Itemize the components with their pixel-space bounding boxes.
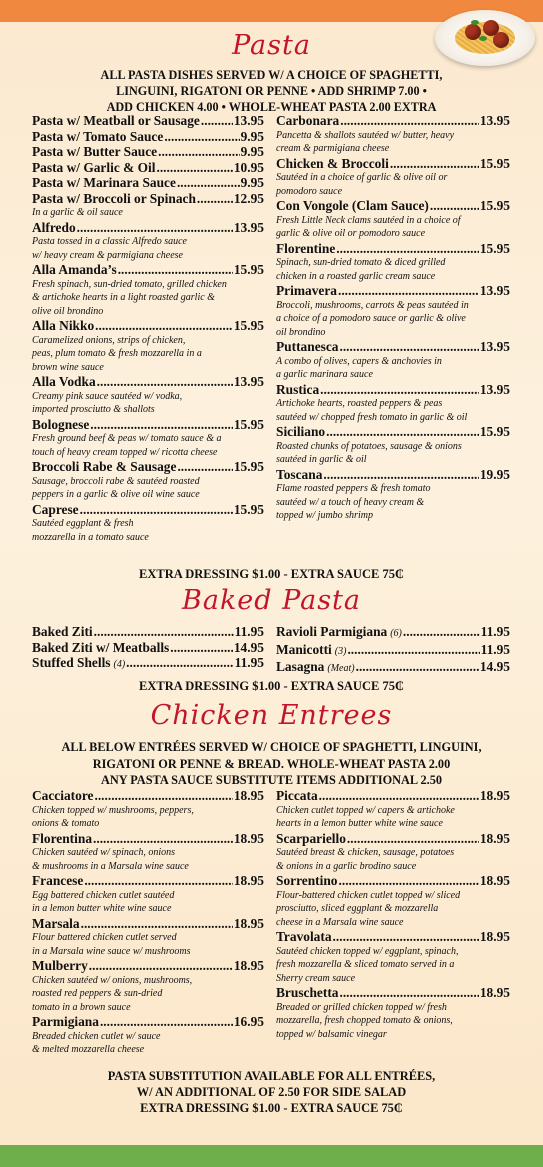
- menu-item-parmigiana: [32, 1014, 264, 1057]
- dot-leader: [347, 831, 479, 847]
- dot-leader: [326, 424, 479, 440]
- dot-leader: [100, 1014, 233, 1030]
- menu-item-row: [276, 985, 510, 1001]
- menu-item-name: Siciliano: [276, 424, 326, 439]
- menu-item-description: Chicken cutlet topped w/ capers & artichoke hearts in a lemon butter white wine sauce: [276, 804, 455, 829]
- menu-item-name: Carbonara: [276, 113, 340, 128]
- menu-item-price: 14.95: [233, 639, 264, 655]
- dot-leader: [333, 929, 479, 945]
- menu-item-description: Artichoke hearts, roasted peppers & peas sautéed w/ chopped fresh tomato in garlic & oil: [276, 398, 468, 423]
- menu-item-siciliano: [276, 424, 510, 467]
- menu-item-price: 16.95: [233, 1014, 264, 1029]
- menu-item-name: Florentina: [32, 830, 93, 846]
- menu-item-name: Caprese: [32, 501, 79, 517]
- menu-item-alla-nikko: [32, 318, 264, 374]
- menu-item-row: [276, 929, 510, 945]
- dot-leader: [90, 417, 233, 433]
- menu-item-scarpariello: [276, 831, 510, 874]
- menu-item-name: Pasta w/ Broccoli or Spinach: [32, 190, 196, 206]
- menu-item-row: [276, 156, 510, 172]
- menu-item-sorrentino: [276, 873, 510, 929]
- menu-item-pasta-w-marinara-sauce: [32, 175, 264, 191]
- menu-item-name: Manicotti: [276, 641, 332, 657]
- menu-item-name: Piccata: [276, 788, 318, 803]
- menu-item-bolognese: [32, 417, 264, 460]
- menu-item-price: 13.95: [479, 339, 510, 354]
- menu-item-name: Bruschetta: [276, 985, 339, 1000]
- menu-item-description: Chicken sautéed w/ spinach, onions & mushrooms in a Marsala wine sauce: [32, 847, 189, 872]
- menu-item-price: 13.95: [479, 381, 510, 397]
- menu-item-description: Sausage, broccoli rabe & sautéed roasted peppers in a garlic & olive oil wine sauce: [32, 475, 200, 500]
- menu-item-description: Flour-battered chicken cutlet topped w/ sliced prosciutto, sliced eggplant & mozzarella cheese in a Marsala wine sauce: [276, 889, 461, 928]
- menu-item-name: Con Vongole (Clam Sauce): [276, 198, 429, 213]
- menu-item-manicotti: [276, 642, 510, 660]
- menu-item-description: Sautéed in a choice of garlic & olive oil or pomodoro sauce: [276, 172, 448, 197]
- menu-item-row: [32, 1014, 264, 1030]
- chicken-footer-note: PASTA SUBSTITUTION AVAILABLE FOR ALL ENTRÉES, W/ AN ADDITIONAL OF 2.50 FOR SIDE SALAD EXTRA DRESSING $1.00 - EXTRA SAUCE 75₵: [107, 1069, 436, 1115]
- menu-item-name: Broccoli Rabe & Sausage: [32, 459, 177, 474]
- dot-leader: [338, 283, 479, 299]
- menu-item-price: 14.95: [479, 659, 510, 674]
- dot-leader: [118, 262, 233, 278]
- menu-item-pasta-w-broccoli-or-spinach: [32, 191, 264, 220]
- dot-leader: [158, 144, 239, 160]
- dot-leader: [81, 916, 233, 932]
- menu-item-row: [32, 160, 264, 176]
- menu-item-row: [32, 459, 264, 475]
- menu-item-name: Parmigiana: [32, 1014, 99, 1029]
- menu-item-price: 13.95: [233, 374, 264, 389]
- menu-item-row: [32, 788, 264, 804]
- menu-item-florentina: [32, 831, 264, 874]
- menu-item-con-vongole-clam-sauce: [276, 198, 510, 241]
- pasta-intro-note: ALL PASTA DISHES SERVED W/ A CHOICE OF SPAGHETTI, LINGUINI, RIGATONI OR PENNE • ADD SHRIMP 7.00 • ADD CHICKEN 4.00 • WHOLE-WHEAT PASTA 2.00 EXTRA: [100, 68, 443, 114]
- dot-leader: [430, 198, 479, 214]
- menu-item-row: [276, 382, 510, 398]
- menu-item-quantity: (Meat): [327, 663, 355, 674]
- menu-item-price: 18.95: [233, 873, 264, 888]
- menu-item-price: 12.95: [233, 190, 264, 206]
- menu-item-baked-ziti: [32, 624, 264, 640]
- menu-item-row: [32, 374, 264, 390]
- menu-item-row: [32, 129, 264, 145]
- menu-item-price: 13.95: [479, 283, 510, 298]
- menu-item-description: Flame roasted peppers & fresh tomato sautéed w/ a touch of heavy cream & topped w/ jumbo shrimp: [276, 483, 431, 521]
- menu-item-cacciatore: [32, 788, 264, 831]
- menu-item-price: 11.95: [480, 624, 510, 639]
- menu-item-price: 9.95: [240, 144, 264, 159]
- bottom-color-band: [0, 1145, 543, 1167]
- menu-item-description: In a garlic & oil sauce: [32, 207, 123, 218]
- menu-item-name: Baked Ziti: [32, 624, 93, 639]
- chicken-section-title: Chicken Entrees: [150, 700, 393, 731]
- dot-leader: [336, 241, 479, 257]
- menu-item-mulberry: [32, 958, 264, 1014]
- menu-item-broccoli-rabe-sausage: [32, 459, 264, 502]
- dot-leader: [80, 502, 233, 518]
- menu-item-row: [276, 642, 510, 660]
- menu-item-description: Fresh spinach, sun-dried tomato, grilled chicken & artichoke hearts in a light roasted garlic & olive oil brondino: [32, 278, 227, 317]
- menu-item-price: 9.95: [240, 175, 264, 190]
- menu-item-price: 18.95: [233, 958, 264, 973]
- menu-item-name: Ravioli Parmigiana: [276, 624, 388, 639]
- dot-leader: [339, 985, 478, 1001]
- menu-item-name: Florentine: [276, 240, 336, 256]
- menu-item-name: Puttanesca: [276, 339, 339, 354]
- menu-item-name: Chicken & Broccoli: [276, 155, 389, 171]
- menu-item-description: Sautéed eggplant & fresh mozzarella in a tomato sauce: [32, 518, 149, 543]
- menu-item-francese: [32, 873, 264, 916]
- menu-item-stuffed-shells: [32, 655, 264, 673]
- menu-item-description: Caramelized onions, strips of chicken, peas, plum tomato & fresh mozzarella in a brown wine sauce: [32, 334, 202, 373]
- menu-item-name: Scarpariello: [276, 830, 346, 846]
- menu-item-price: 11.95: [480, 641, 510, 657]
- menu-item-carbonara: [276, 113, 510, 156]
- menu-item-description: Pancetta & shallots sautéed w/ butter, heavy cream & parmigiana cheese: [276, 129, 455, 154]
- menu-item-name: Pasta w/ Butter Sauce: [32, 144, 158, 159]
- menu-item-name: Pasta w/ Tomato Sauce: [32, 128, 164, 144]
- menu-item-pasta-w-meatball-or-sausage: [32, 113, 264, 129]
- menu-item-travolata: [276, 929, 510, 985]
- menu-item-price: 9.95: [240, 128, 264, 144]
- menu-item-caprese: [32, 502, 264, 545]
- dot-leader: [97, 374, 233, 390]
- menu-item-row: [32, 191, 264, 207]
- menu-item-name: Francese: [32, 873, 84, 888]
- menu-item-price: 18.95: [479, 788, 510, 803]
- menu-item-row: [276, 241, 510, 257]
- dot-leader: [340, 113, 479, 129]
- menu-item-baked-ziti-w-meatballs: [32, 640, 264, 656]
- dot-leader: [177, 175, 240, 191]
- dot-leader: [77, 220, 233, 236]
- menu-item-price: 18.95: [479, 830, 510, 846]
- menu-item-row: [32, 916, 264, 932]
- menu-item-price: 15.95: [233, 318, 264, 333]
- menu-item-description: Pasta tossed in a classic Alfredo sauce w/ heavy cream & parmigiana cheese: [32, 236, 187, 261]
- menu-item-row: [32, 262, 264, 278]
- menu-item-name: Alla Amanda’s: [32, 262, 117, 277]
- menu-item-name: Pasta w/ Garlic & Oil: [32, 159, 156, 175]
- menu-item-name: Alla Nikko: [32, 318, 95, 333]
- menu-item-row: [32, 958, 264, 974]
- chicken-left-column: [32, 788, 264, 1057]
- dot-leader: [339, 873, 479, 889]
- menu-item-alla-vodka: [32, 374, 264, 417]
- menu-item-pasta-w-garlic-oil: [32, 160, 264, 176]
- menu-item-ravioli-parmigiana: [276, 624, 510, 642]
- menu-item-description: Chicken topped w/ mushrooms, peppers, onions & tomato: [32, 804, 194, 829]
- menu-item-description: Roasted chunks of potatoes, sausage & onions sautéed in garlic & oil: [276, 440, 462, 465]
- dot-leader: [95, 318, 233, 334]
- menu-item-name: Cacciatore: [32, 788, 94, 803]
- menu-item-price: 15.95: [479, 198, 510, 213]
- pasta-left-column: [32, 113, 264, 544]
- menu-item-row: [276, 831, 510, 847]
- menu-item-lasagna: [276, 659, 510, 677]
- dot-leader: [170, 640, 233, 656]
- menu-item-price: 15.95: [233, 459, 264, 474]
- menu-item-marsala: [32, 916, 264, 959]
- menu-item-description: Sautéed chicken topped w/ eggplant, spinach, fresh mozzarella & sliced tomato served in a Sherry cream sauce: [276, 945, 459, 984]
- menu-item-row: [32, 144, 264, 160]
- menu-item-price: 15.95: [233, 262, 264, 277]
- menu-item-pasta-w-tomato-sauce: [32, 129, 264, 145]
- menu-item-row: [32, 417, 264, 433]
- menu-item-price: 15.95: [233, 416, 264, 432]
- menu-item-description: Egg battered chicken cutlet sautéed in a lemon butter white wine sauce: [32, 889, 175, 914]
- menu-item-row: [276, 424, 510, 440]
- baked-left-column: [32, 624, 264, 673]
- dot-leader: [339, 339, 478, 355]
- menu-item-name: Baked Ziti w/ Meatballs: [32, 639, 170, 655]
- menu-item-description: Sautéed breast & chicken, sausage, potatoes & onions in a garlic brodino sauce: [276, 847, 455, 872]
- menu-item-row: [276, 624, 510, 642]
- menu-item-price: 15.95: [479, 424, 510, 439]
- menu-item-price: 11.95: [234, 624, 264, 639]
- menu-item-description: Flour battered chicken cutlet served in a Marsala wine sauce w/ mushrooms: [32, 932, 191, 957]
- menu-item-bruschetta: [276, 985, 510, 1041]
- menu-item-row: [32, 831, 264, 847]
- dot-leader: [89, 958, 233, 974]
- menu-item-row: [32, 318, 264, 334]
- menu-item-puttanesca: [276, 339, 510, 382]
- menu-item-description: Fresh Little Neck clams sautéed in a choice of garlic & olive oil or pomodoro sauce: [276, 214, 461, 239]
- menu-item-row: [276, 659, 510, 677]
- menu-item-name: Bolognese: [32, 416, 90, 432]
- menu-item-row: [32, 655, 264, 673]
- menu-item-name: Marsala: [32, 915, 80, 931]
- menu-item-row: [276, 873, 510, 889]
- menu-item-price: 13.95: [479, 113, 510, 128]
- menu-item-row: [276, 788, 510, 804]
- pasta-right-column: [276, 113, 510, 523]
- dot-leader: [403, 624, 480, 640]
- menu-item-price: 15.95: [479, 155, 510, 171]
- menu-item-description: Breaded chicken cutlet w/ sauce & melted mozzarella cheese: [32, 1030, 161, 1055]
- baked-pasta-section-title: Baked Pasta: [182, 585, 361, 616]
- dot-leader: [319, 788, 479, 804]
- dot-leader: [84, 873, 233, 889]
- dot-leader: [320, 382, 479, 398]
- menu-item-name: Pasta w/ Meatball or Sausage: [32, 113, 200, 128]
- chicken-right-column: [276, 788, 510, 1041]
- menu-item-name: Lasagna: [276, 659, 325, 674]
- menu-item-row: [276, 467, 510, 483]
- menu-item-name: Travolata: [276, 929, 332, 944]
- dot-leader: [197, 191, 233, 207]
- menu-item-price: 18.95: [479, 985, 510, 1000]
- dot-leader: [156, 160, 232, 176]
- dot-leader: [94, 624, 234, 640]
- menu-item-description: Creamy pink sauce sautéed w/ vodka, imported prosciutto & shallots: [32, 390, 183, 415]
- menu-item-row: [32, 640, 264, 656]
- pasta-section-title: Pasta: [232, 30, 311, 61]
- menu-item-description: A combo of olives, capers & anchovies in a garlic marinara sauce: [276, 355, 442, 380]
- baked-extra-note: EXTRA DRESSING $1.00 - EXTRA SAUCE 75₵: [139, 679, 404, 693]
- menu-item-quantity: (6): [390, 628, 402, 639]
- menu-item-row: [32, 624, 264, 640]
- menu-item-primavera: [276, 283, 510, 339]
- menu-item-alfredo: [32, 220, 264, 263]
- menu-item-price: 10.95: [233, 159, 264, 175]
- menu-item-name: Stuffed Shells: [32, 655, 111, 670]
- dot-leader: [323, 467, 478, 483]
- menu-item-alla-amanda-s: [32, 262, 264, 318]
- menu-item-toscana: [276, 467, 510, 523]
- dot-leader: [164, 129, 239, 145]
- menu-item-quantity: (4): [113, 659, 126, 670]
- menu-item-florentine: [276, 241, 510, 284]
- menu-item-price: 18.95: [479, 873, 510, 888]
- menu-item-row: [276, 198, 510, 214]
- menu-item-price: 15.95: [479, 240, 510, 256]
- menu-item-description: Fresh ground beef & peas w/ tomato sauce & a touch of heavy cream topped w/ ricotta cheese: [32, 433, 222, 458]
- menu-item-description: Broccoli, mushrooms, carrots & peas sautéed in a choice of a pomodoro sauce or garlic & olive oil brondino: [276, 299, 469, 338]
- dot-leader: [390, 156, 479, 172]
- dot-leader: [93, 831, 233, 847]
- dot-leader: [94, 788, 232, 804]
- menu-item-pasta-w-butter-sauce: [32, 144, 264, 160]
- menu-item-rustica: [276, 382, 510, 425]
- menu-item-description: Breaded or grilled chicken topped w/ fresh mozzarella, fresh chopped tomato & onions, topped w/ balsamic vinegar: [276, 1001, 453, 1040]
- menu-item-piccata: [276, 788, 510, 831]
- pasta-extra-note: EXTRA DRESSING $1.00 - EXTRA SAUCE 75₵: [139, 567, 404, 581]
- menu-item-price: 15.95: [233, 501, 264, 517]
- baked-right-column: [276, 624, 510, 677]
- menu-item-row: [276, 283, 510, 299]
- menu-item-name: Rustica: [276, 381, 320, 397]
- menu-item-name: Mulberry: [32, 958, 88, 973]
- menu-item-price: 19.95: [479, 466, 510, 482]
- menu-item-name: Alla Vodka: [32, 374, 96, 389]
- menu-item-name: Alfredo: [32, 219, 76, 235]
- menu-item-name: Primavera: [276, 283, 337, 298]
- menu-item-row: [276, 339, 510, 355]
- menu-item-quantity: (3): [334, 645, 347, 657]
- menu-item-row: [32, 113, 264, 129]
- menu-item-description: Chicken sautéed w/ onions, mushrooms, roasted red peppers & sun-dried tomato in a brown sauce: [32, 974, 193, 1013]
- dot-leader: [126, 655, 233, 671]
- dot-leader: [347, 642, 479, 658]
- menu-item-name: Sorrentino: [276, 873, 338, 888]
- chicken-intro-note: ALL BELOW ENTRÉES SERVED W/ CHOICE OF SPAGHETTI, LINGUINI, RIGATONI OR PENNE & BREAD. WHOLE-WHEAT PASTA 2.00 ANY PASTA SAUCE SUBSTITUTE ITEMS ADDITIONAL 2.50: [61, 740, 482, 787]
- menu-item-price: 13.95: [233, 219, 264, 235]
- dot-leader: [177, 459, 232, 475]
- menu-item-price: 18.95: [233, 788, 264, 803]
- menu-item-price: 18.95: [233, 830, 264, 846]
- menu-item-price: 18.95: [479, 929, 510, 944]
- menu-item-price: 18.95: [233, 915, 264, 931]
- dot-leader: [201, 113, 233, 129]
- menu-item-price: 13.95: [233, 113, 264, 128]
- menu-item-chicken-broccoli: [276, 156, 510, 199]
- menu-item-row: [32, 175, 264, 191]
- menu-item-row: [276, 113, 510, 129]
- menu-item-name: Pasta w/ Marinara Sauce: [32, 175, 176, 190]
- menu-item-row: [32, 873, 264, 889]
- menu-item-row: [32, 220, 264, 236]
- dot-leader: [356, 659, 479, 675]
- menu-item-price: 11.95: [234, 655, 264, 670]
- menu-item-name: Toscana: [276, 466, 323, 482]
- menu-item-description: Spinach, sun-dried tomato & diced grilled chicken in a roasted garlic cream sauce: [276, 257, 446, 282]
- menu-item-row: [32, 502, 264, 518]
